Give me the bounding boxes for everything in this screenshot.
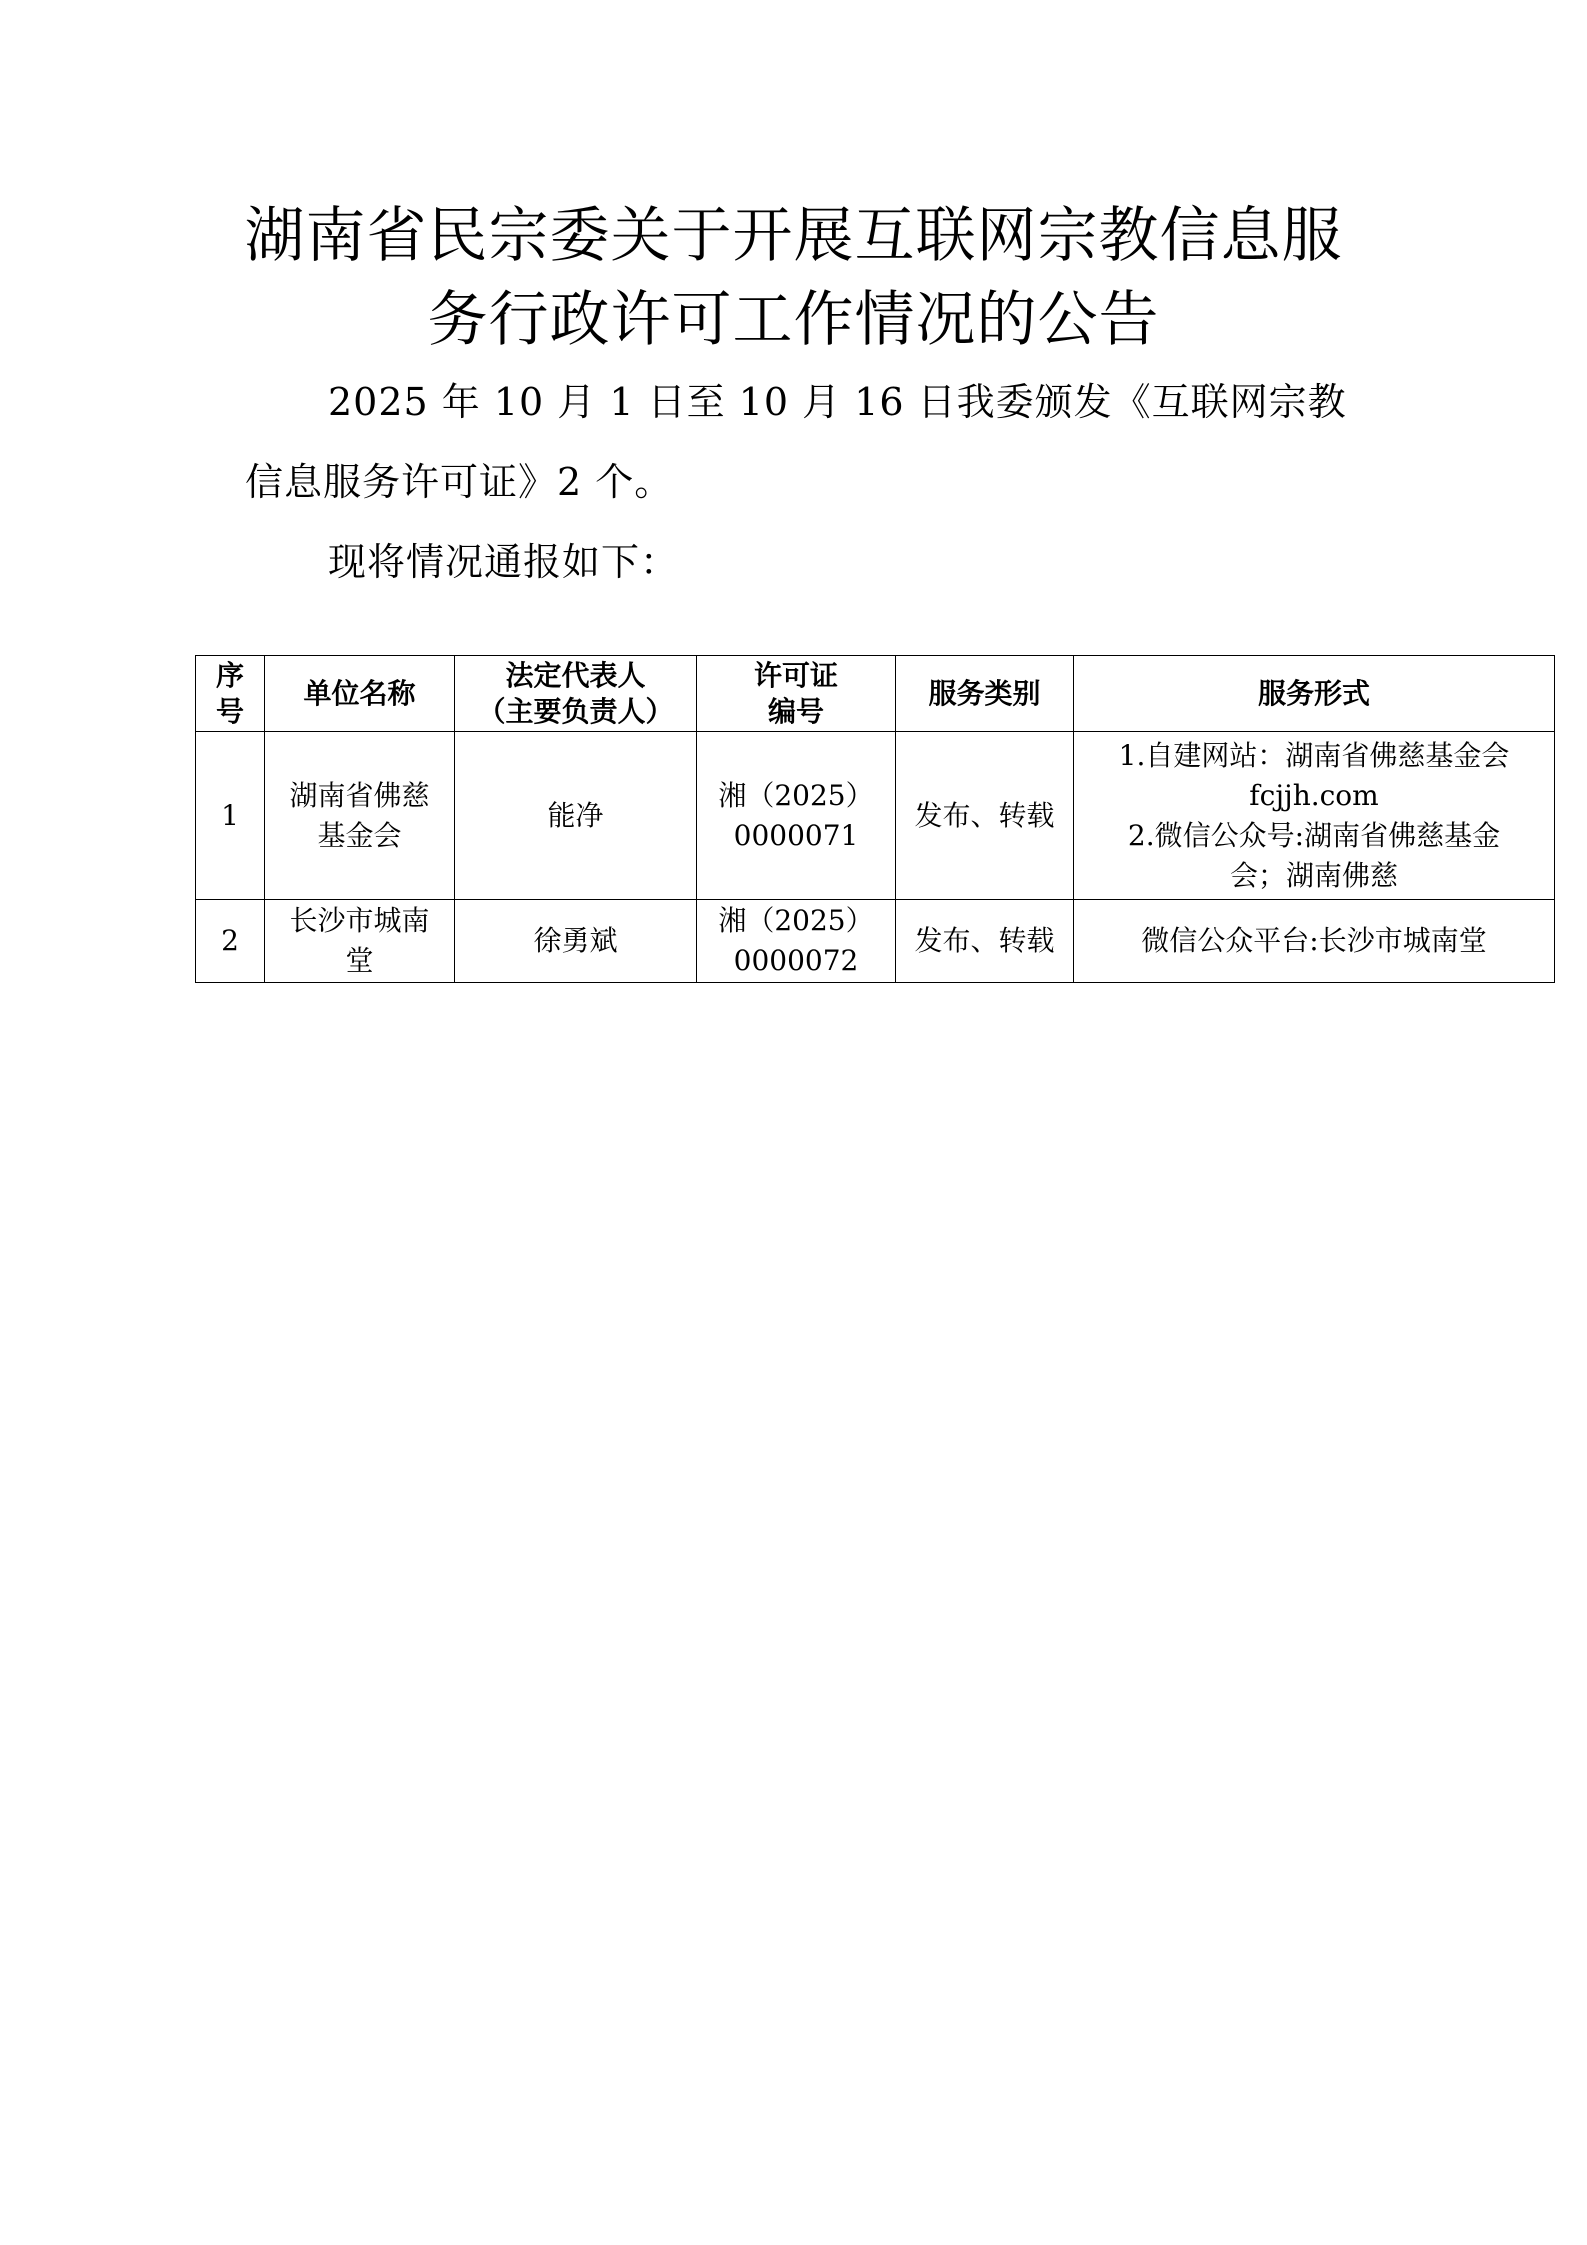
table-row xyxy=(196,732,1555,900)
body-paragraph-3: 现将情况通报如下： xyxy=(328,540,680,584)
header-license-number: 许可证 编号 xyxy=(697,656,896,732)
cell-service-form: 1.自建网站：湖南省佛慈基金会 fcjjh.com 2.微信公众号:湖南省佛慈基金 会；湖南佛慈 xyxy=(1074,732,1555,900)
header-service-category: 服务类别 xyxy=(896,656,1074,732)
cell-seq: 1 xyxy=(196,732,265,900)
table-row xyxy=(196,900,1555,983)
cell-service-category: 发布、转载 xyxy=(896,732,1074,900)
cell-unit-name: 长沙市城南 堂 xyxy=(265,900,455,983)
cell-service-form: 微信公众平台:长沙市城南堂 xyxy=(1074,900,1555,983)
header-seq: 序 号 xyxy=(196,656,265,732)
body-paragraph-2: 信息服务许可证》2 个。 xyxy=(245,460,674,504)
table-header-row xyxy=(196,656,1555,732)
cell-service-category: 发布、转载 xyxy=(896,900,1074,983)
license-table xyxy=(195,655,1555,983)
cell-legal-representative: 能净 xyxy=(455,732,697,900)
cell-license-number: 湘（2025） 0000072 xyxy=(697,900,896,983)
cell-seq: 2 xyxy=(196,900,265,983)
cell-unit-name: 湖南省佛慈 基金会 xyxy=(265,732,455,900)
header-unit-name: 单位名称 xyxy=(265,656,455,732)
header-legal-representative: 法定代表人 （主要负责人） xyxy=(455,656,697,732)
document-title-line-2: 务行政许可工作情况的公告 xyxy=(427,285,1160,355)
document-title-line-1: 湖南省民宗委关于开展互联网宗教信息服 xyxy=(244,201,1343,271)
cell-legal-representative: 徐勇斌 xyxy=(455,900,697,983)
header-service-form: 服务形式 xyxy=(1074,656,1555,732)
cell-license-number: 湘（2025） 0000071 xyxy=(697,732,896,900)
body-paragraph-1: 2025 年 10 月 1 日至 10 月 16 日我委颁发《互联网宗教 xyxy=(328,380,1347,424)
